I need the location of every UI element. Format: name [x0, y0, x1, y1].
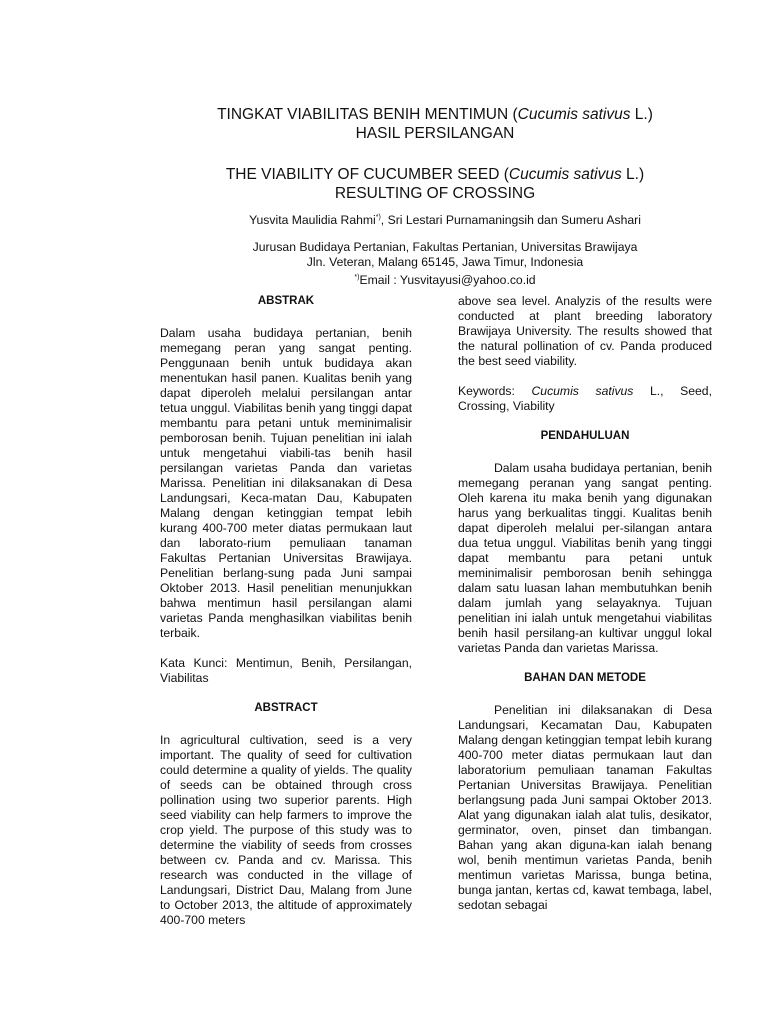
affiliation-line2: Jln. Veteran, Malang 65145, Jawa Timur, Indonesia	[306, 255, 584, 269]
title-english-line2: RESULTING OF CROSSING	[334, 185, 536, 202]
abstrak-keywords: Kata Kunci: Mentimun, Benih, Persilangan, Viabilitas	[160, 656, 412, 685]
author-first: Yusvita Maulidia Rahmi	[249, 213, 376, 227]
abstrak-body: Dalam usaha budidaya pertanian, benih memegang peran yang sangat penting. Penggunaan benih untuk budidaya akan menentukan hasil panen. Kualitas benih yang dapat diperoleh melalui persilangan antar tetua unggul. Viabilitas benih yang tinggi dapat membantu para petani untuk meminimalisir pemborosan benih. Tujuan penelitian ini ialah untuk mengetahui viabili-tas benih hasil persilangan varietas Panda dan varietas Marissa. Penelitian ini dilaksanakan di Desa Landungsari, Keca-matan Dau, Kabupaten Malang dengan ketinggian tempat lebih kurang 400-700 meter diatas permukaan laut dan laborato-rium pemuliaan tanaman Fakultas Pertanian Universitas Brawijaya. Penelitian berlang-sung pada Juni sampai Oktober 2013. Hasil penelitian menunjukkan bahwa mentimun hasil persilangan alami varietas Panda menghasilkan viabilitas benih terbaik.	[160, 326, 412, 640]
title-indonesian-line2: HASIL PERSILANGAN	[355, 125, 515, 142]
corresponding-mark: *)	[375, 213, 381, 221]
title-indonesian	[150, 105, 720, 143]
bahan-metode-body: Penelitian ini dilaksanakan di Desa Landungsari, Kecamatan Dau, Kabupaten Malang dengan ketinggian tempat lebih kurang 400-700 meter diatas permukaan laut dan laboratorium pemuliaan tanaman Fakultas Pertanian Universitas Brawijaya. Penelitian berlangsung pada Juni sampai Oktober 2013. Alat yang digunakan ialah alat tulis, desikator, germinator, oven, pinset dan timbangan. Bahan yang akan diguna-kan ialah benang wol, benih mentimun varietas Panda, benih mentimun varietas Marissa, bunga betina, bunga jantan, kertas cd, kawat tembaga, label, sedotan sebagai	[458, 703, 712, 912]
affiliation	[150, 240, 740, 288]
right-column	[458, 294, 712, 913]
title-indonesian-line1: TINGKAT VIABILITAS BENIH MENTIMUN (Cucumis sativus L.)	[217, 106, 653, 123]
author-rest: , Sri Lestari Purnamaningsih dan Sumeru Ashari	[380, 213, 641, 227]
abstrak-heading: ABSTRAK	[257, 295, 315, 307]
abstract-heading: ABSTRACT	[254, 702, 318, 714]
affiliation-line1: Jurusan Budidaya Pertanian, Fakultas Pertanian, Universitas Brawijaya	[252, 240, 638, 254]
title-english-line1: THE VIABILITY OF CUCUMBER SEED (Cucumis sativus L.)	[225, 166, 645, 183]
author-list	[150, 213, 740, 227]
abstract-keywords: Keywords: Cucumis sativus L., Seed, Crossing, Viability	[458, 384, 712, 413]
abstract-body-right: above sea level. Analyzis of the results were conducted at plant breeding laboratory Brawijaya University. The results showed that the natural pollination of cv. Panda produced the best seed viability.	[458, 294, 712, 368]
pendahuluan-heading: PENDAHULUAN	[540, 430, 630, 442]
pendahuluan-body: Dalam usaha budidaya pertanian, benih memegang peranan yang sangat penting. Oleh karena itu maka benih yang digunakan harus yang berkualitas tinggi. Kualitas benih dapat diperoleh melalui per-silangan antara dua tetua unggul. Viabilitas benih yang tinggi dapat membantu para petani untuk meminimalisir pemborosan benih sehingga dalam satu luasan lahan membutuhkan benih dalam jumlah yang selayaknya. Tujuan penelitian ini ialah untuk mengetahui viabilitas benih hasil persilang-an kultivar unggul lokal varietas Panda dan varietas Marissa.	[458, 461, 712, 655]
bahan-metode-heading: BAHAN DAN METODE	[524, 672, 646, 684]
affiliation-email: *)Email : Yusvitayusi@yahoo.co.id	[354, 273, 536, 288]
abstract-body-left: In agricultural cultivation, seed is a very important. The quality of seed for cultivation could determine a quality of yields. The quality of seeds can be obtained through cross pollination using two superior parents. High seed viability can help farmers to improve the crop yield. The purpose of this study was to determine the viability of seeds from crosses between cv. Panda and cv. Marissa. This research was conducted in the village of Landungsari, District Dau, Malang from June to October 2013, the altitude of approximately 400-700 meters	[160, 733, 412, 927]
left-column	[160, 294, 412, 928]
title-english	[150, 165, 720, 203]
